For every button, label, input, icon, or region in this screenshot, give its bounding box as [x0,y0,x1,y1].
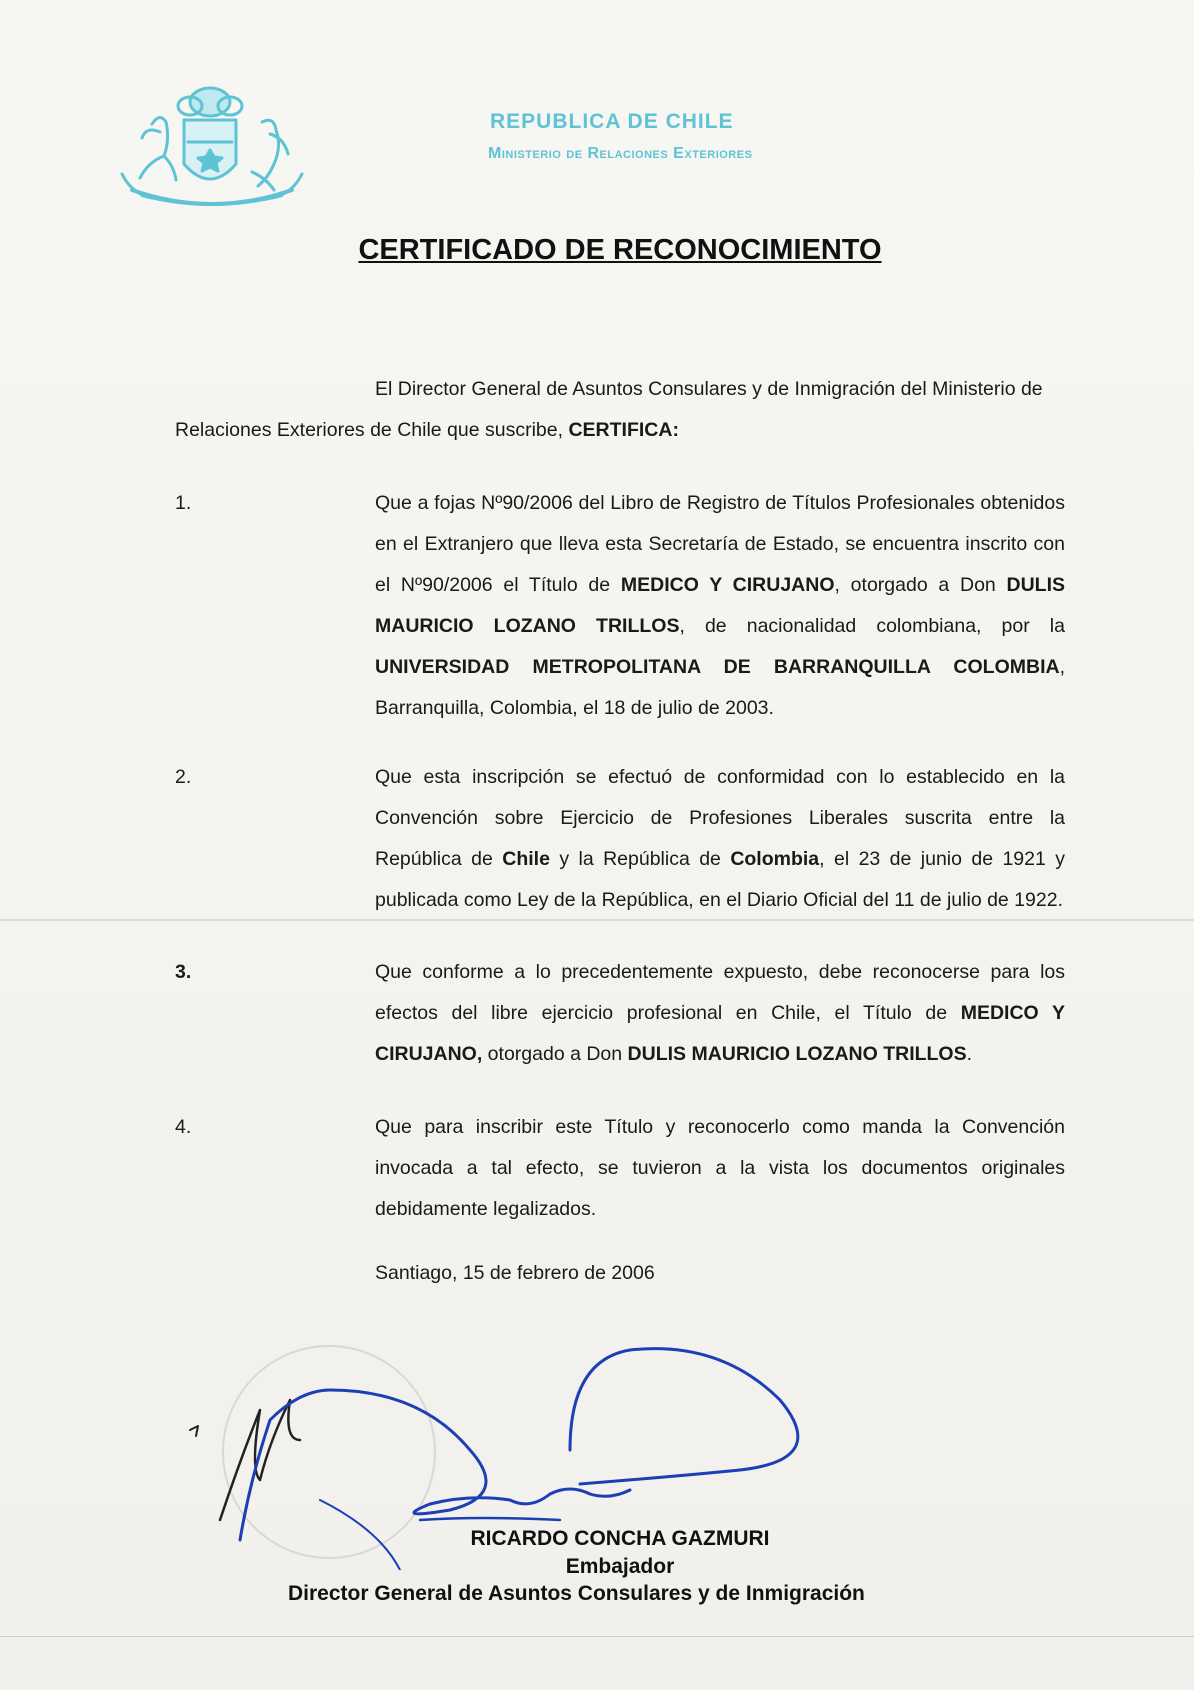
clause-text: , de nacionalidad colombiana, por la [679,615,1065,637]
clause-1 [175,483,1065,729]
chile-coat-of-arms-icon [112,72,312,222]
clause-text: Que para inscribir este Título y reconocerlo como manda la Convención invocada a tal efecto, se tuvieron a la vista los documentos originales debidamente legalizados. [375,1116,1065,1220]
clause-body [375,483,1065,729]
degree-title: MEDICO Y CIRUJANO [620,574,835,596]
intro-paragraph [175,369,1065,451]
clause-text: y la República de [549,848,731,870]
clause-2 [175,757,1065,921]
signatory-office: Director General de Asuntos Consulares y de Inmigración [288,1582,865,1605]
clause-3 [175,952,1065,1075]
clause-text: . [966,1043,973,1065]
clause-text: , Barranquilla, Colombia, el 18 de julio de 2003. [375,656,1065,719]
country-chile: Chile [502,848,550,870]
clause-body [375,757,1065,921]
certifica-label: CERTIFICA: [568,419,679,441]
clause-text: Que esta inscripción se efectuó de conformidad con lo establecido en la Convención sobre Ejercicio de Profesiones Liberales suscrita entre la República de [375,766,1065,870]
clause-number [175,952,375,1075]
republic-name: REPUBLICA DE CHILE [490,110,734,133]
clause-body [375,1107,1065,1230]
clause-text: otorgado a Don [482,1043,628,1065]
university-name: UNIVERSIDAD METROPOLITANA DE BARRANQUILLA COLOMBIA [375,656,1060,678]
certificate-title: CERTIFICADO DE RECONOCIMIENTO [358,234,882,266]
signatory-role: Embajador [565,1555,675,1578]
clause-body [375,952,1065,1075]
clause-text: Que a fojas Nº90/2006 del Libro de Registro de Títulos Profesionales obtenidos en el Extranjero que lleva esta Secretaría de Estado, se encuentra inscrito con el Nº90/2006 el Título de [375,492,1065,596]
holder-name: DULIS MAURICIO LOZANO TRILLOS [627,1043,967,1065]
degree-title: MEDICO Y CIRUJANO, [375,1002,1065,1065]
clause-number: 4. [175,1116,192,1138]
intro-text: El Director General de Asuntos Consulares y de Inmigración del Ministerio de Relaciones Exteriores de Chile que suscribe, [175,378,1043,441]
clause-text: , el 23 de junio de 1921 y publicada como Ley de la República, en el Diario Oficial del 11 de julio de 1922. [375,848,1066,911]
ministry-name: Ministerio de Relaciones Exteriores [488,145,753,162]
clause-text: , otorgado a Don [834,574,1007,596]
clause-number-text: 3. [175,961,192,983]
signatory-name: RICARDO CONCHA GAZMURI [470,1527,770,1550]
clause-text: Que conforme a lo precedentemente expuesto, debe reconocerse para los efectos del libre ejercicio profesional en Chile, el Título de [375,961,1065,1024]
clause-number: 1. [175,492,192,514]
issue-date: Santiago, 15 de febrero de 2006 [375,1262,655,1284]
holder-name: DULIS MAURICIO LOZANO TRILLOS [375,574,1066,637]
country-colombia: Colombia [730,848,820,870]
fold-line-bottom [0,1636,1194,1637]
clause-4 [175,1107,1065,1230]
clause-number: 2. [175,766,192,788]
